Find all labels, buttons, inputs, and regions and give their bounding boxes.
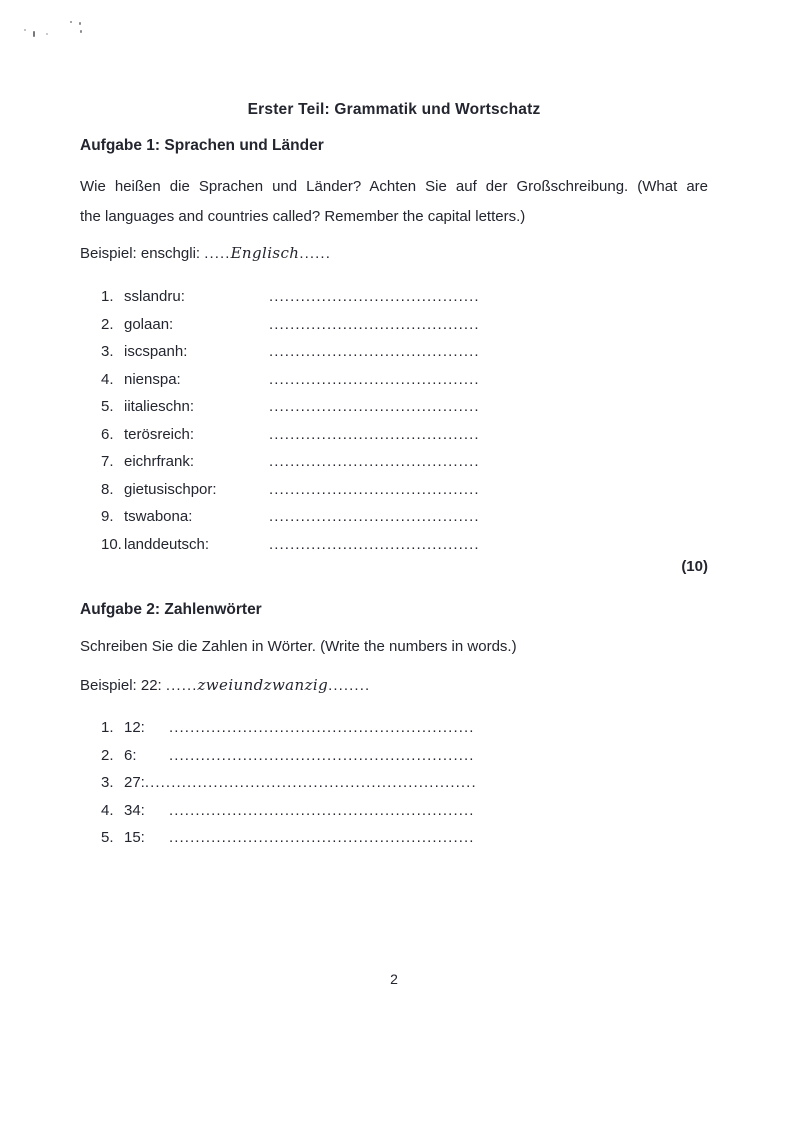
item-word: gietusischpor: xyxy=(124,480,217,498)
list-item xyxy=(101,448,721,476)
task1-example-dots-after: ...... xyxy=(299,245,331,262)
answer-blank: ........................................ xyxy=(269,343,480,361)
answer-blank: ........................................ xyxy=(269,398,480,416)
item-number: 4. xyxy=(101,801,114,819)
page-number: 2 xyxy=(390,971,398,987)
list-item xyxy=(101,393,721,421)
task1-heading: Aufgabe 1: Sprachen und Länder xyxy=(80,137,324,154)
list-item xyxy=(101,338,721,366)
answer-blank: .......................................................... xyxy=(169,746,475,764)
item-word: 6: xyxy=(124,746,137,764)
list-item xyxy=(101,714,721,742)
task1-list xyxy=(101,283,721,558)
item-word: eichrfrank: xyxy=(124,453,195,471)
list-item xyxy=(101,421,721,449)
answer-blank: ........................................ xyxy=(269,370,480,388)
answer-blank: .......................................................... xyxy=(169,801,475,819)
answer-blank: ............................................................... xyxy=(144,774,477,792)
task1-instructions-line2: the languages and countries called? Remember the capital letters.) xyxy=(80,207,526,225)
item-word: 15: xyxy=(124,829,145,847)
answer-blank: .......................................................... xyxy=(169,829,475,847)
item-number: 5. xyxy=(101,829,114,847)
item-number: 4. xyxy=(101,370,114,388)
item-number: 3. xyxy=(101,774,114,792)
scan-speck xyxy=(80,30,82,33)
task2-instructions: Schreiben Sie die Zahlen in Wörter. (Write the numbers in words.) xyxy=(80,638,517,655)
item-number: 1. xyxy=(101,288,114,306)
item-word: iitalieschn: xyxy=(124,398,195,416)
item-number: 2. xyxy=(101,746,114,764)
item-word: 27: xyxy=(124,774,145,792)
list-item xyxy=(101,769,721,797)
task2-example xyxy=(80,676,708,694)
task2-heading: Aufgabe 2: Zahlenwörter xyxy=(80,601,262,618)
list-item xyxy=(101,824,721,852)
task1-example xyxy=(80,244,708,262)
list-item xyxy=(101,797,721,825)
answer-blank: ........................................ xyxy=(269,535,480,553)
task2-example-dots-before: ...... xyxy=(165,677,198,694)
item-number: 3. xyxy=(101,343,114,361)
task2-example-label: Beispiel: 22: xyxy=(80,677,166,694)
item-number: 10. xyxy=(101,535,122,553)
task1-example-label: Beispiel: enschgli: xyxy=(80,245,205,262)
list-item xyxy=(101,531,721,559)
answer-blank: .......................................................... xyxy=(169,719,475,737)
scan-speck xyxy=(33,31,35,37)
item-number: 6. xyxy=(101,425,114,443)
item-word: iscspanh: xyxy=(124,343,188,361)
scan-speck xyxy=(79,22,81,25)
task2-example-dots-after: ........ xyxy=(328,677,371,694)
answer-blank: ........................................ xyxy=(269,480,480,498)
answer-blank: ........................................ xyxy=(269,453,480,471)
list-item xyxy=(101,283,721,311)
item-word: sslandru: xyxy=(124,288,185,306)
list-item xyxy=(101,503,721,531)
task1-instructions xyxy=(80,172,708,231)
item-word: tswabona: xyxy=(124,508,193,526)
scan-speck xyxy=(46,33,48,35)
item-number: 2. xyxy=(101,315,114,333)
answer-blank: ........................................ xyxy=(269,508,480,526)
item-word: golaan: xyxy=(124,315,174,333)
task1-instructions-line1: Wie heißen die Sprachen und Länder? Achten Sie auf der Großschreibung. (What are xyxy=(80,178,708,195)
answer-blank: ........................................ xyxy=(269,425,480,443)
task1-points: (10) xyxy=(681,558,708,575)
item-number: 9. xyxy=(101,508,114,526)
list-item xyxy=(101,366,721,394)
task1-example-answer: Englisch xyxy=(230,244,300,262)
item-number: 1. xyxy=(101,719,114,737)
item-word: 34: xyxy=(124,801,145,819)
list-item xyxy=(101,311,721,339)
list-item xyxy=(101,742,721,770)
answer-blank: ........................................ xyxy=(269,315,480,333)
item-word: landdeutsch: xyxy=(124,535,210,553)
item-word: terösreich: xyxy=(124,425,195,443)
item-number: 5. xyxy=(101,398,114,416)
item-number: 8. xyxy=(101,480,114,498)
page-title: Erster Teil: Grammatik und Wortschatz xyxy=(247,101,541,118)
scan-speck xyxy=(24,29,26,31)
task2-list xyxy=(101,714,721,852)
task2-example-answer: zweiundzwanzig xyxy=(197,676,329,694)
item-word: nienspa: xyxy=(124,370,181,388)
item-number: 7. xyxy=(101,453,114,471)
item-word: 12: xyxy=(124,719,145,737)
task1-example-dots-before: ..... xyxy=(204,245,231,262)
answer-blank: ........................................ xyxy=(269,288,480,306)
list-item xyxy=(101,476,721,504)
scan-speck xyxy=(70,21,72,23)
